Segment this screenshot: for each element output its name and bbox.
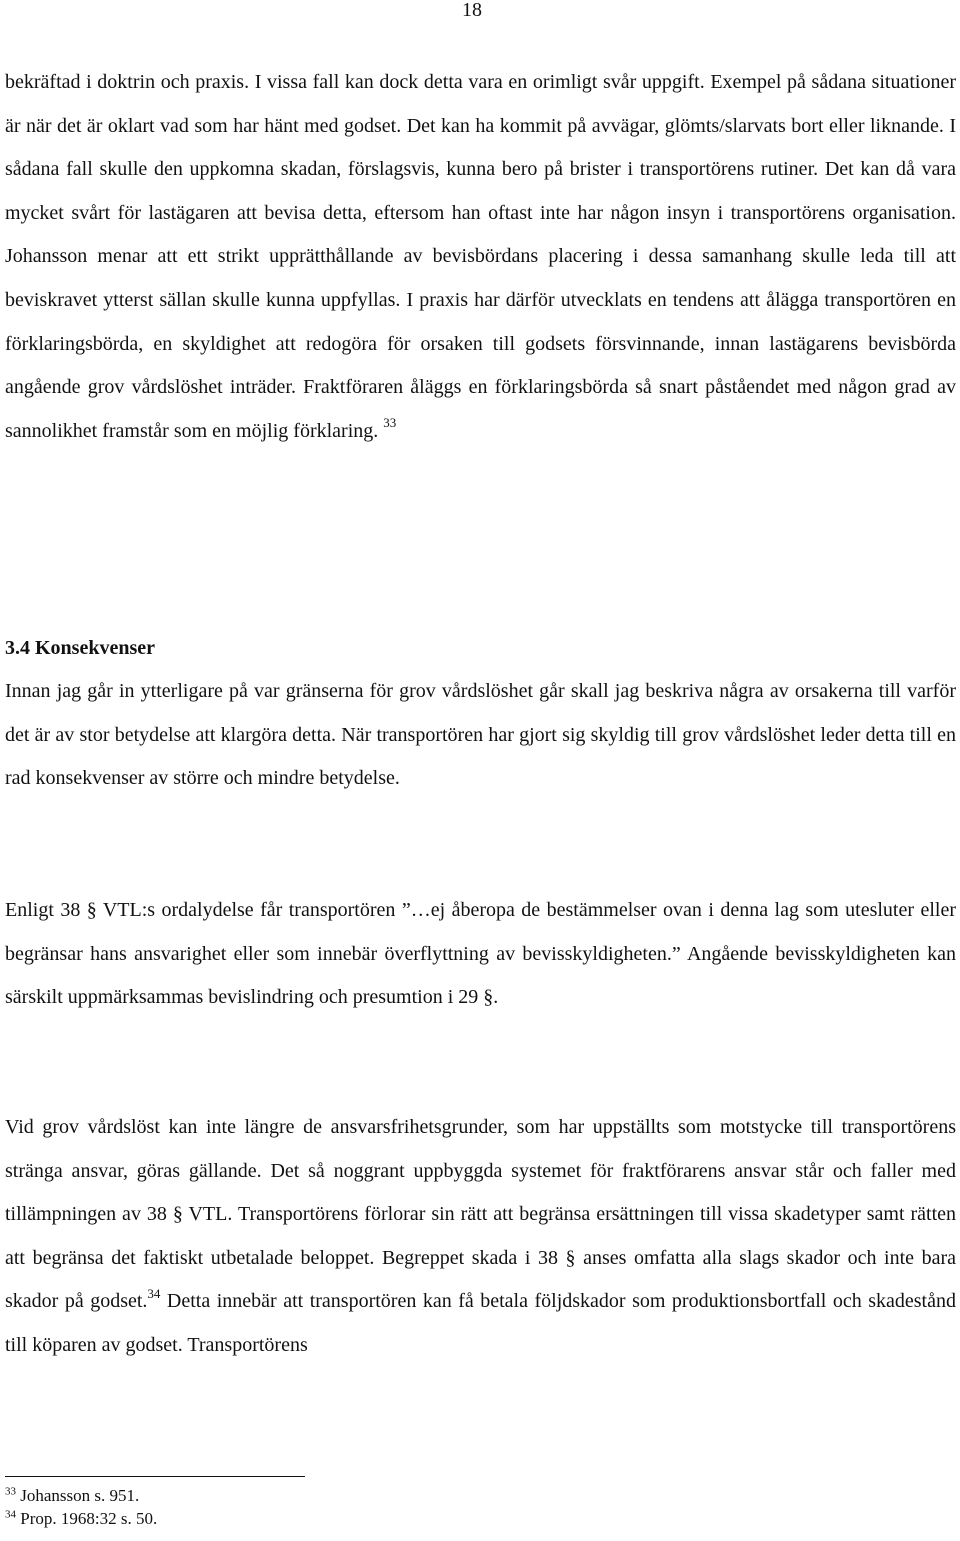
- footnote-ref-33: 33: [383, 415, 397, 431]
- footnote-text: Prop. 1968:32 s. 50.: [20, 1509, 158, 1528]
- body-paragraph-1: [5, 61, 956, 453]
- paragraph-4-text-before: Vid grov vårdslöst kan inte längre de ansvarsfrihetsgrunder, som har uppställts som motstycke till transportörens stränga ansvar, göras gällande. Det så noggrant uppbyggda systemet för fraktförarens ansvar står och faller med tillämpningen av 38 § VTL. Transportörens förlorar sin rätt att begränsa ersättningen till vissa skadetyper samt rätten att begränsa det faktiskt utbetalade beloppet. Begreppet skada i 38 § anses omfatta alla slags skador och inte bara skador på godset.: [5, 1116, 956, 1313]
- footnote-33: [5, 1484, 157, 1507]
- paragraph-4-text-after: Detta innebär att transportören kan få betala följdskador som produktionsbortfall och skadestånd till köparen av godset. Transportörens: [5, 1290, 956, 1356]
- paragraph-1-text: bekräftad i doktrin och praxis. I vissa fall kan dock detta vara en orimligt svår uppgift. Exempel på sådana situationer är när det är oklart vad som har hänt med godset. Det kan ha kommit på avvägar, glömts/slarvats bort eller liknande. I sådana fall skulle den uppkomna skadan, förslagsvis, kunna bero på brister i transportörens rutiner. Det kan då vara mycket svårt för lastägaren att bevisa detta, eftersom han oftast inte har någon insyn i transportörens organisation. Johansson menar att ett strikt upprätthållande av bevisbördans placering i dessa samanhang skulle leda till att beviskravet ytterst sällan skulle kunna uppfyllas. I praxis har därför utvecklats en tendens att ålägga transportören en förklaringsbörda, en skyldighet att redogöra för orsaken till godsets försvinnande, innan lastägarens bevisbörda angående grov vårdslöshet inträder. Fraktföraren åläggs en förklaringsbörda så snart påståendet med någon grad av sannolikhet framstår som en möjlig förklaring.: [5, 71, 956, 442]
- footnotes: [5, 1484, 157, 1530]
- body-paragraph-2: [5, 670, 956, 801]
- section-heading: 3.4 Konsekvenser: [5, 637, 155, 659]
- body-paragraph-4: [5, 1106, 956, 1368]
- paragraph-2-text: Innan jag går in ytterligare på var gränserna för grov vårdslöshet går skall jag beskriva några av orsakerna till varför det är av stor betydelse att klargöra detta. När transportören har gjort sig skyldig till grov vårdslöshet leder detta till en rad konsekvenser av större och mindre betydelse.: [5, 680, 956, 790]
- footnote-ref-34: 34: [147, 1285, 161, 1301]
- footnote-separator: [5, 1476, 305, 1477]
- page-number: 18: [462, 0, 482, 21]
- paragraph-3-text: Enligt 38 § VTL:s ordalydelse får transportören ”…ej åberopa de bestämmelser ovan i denna lag som utesluter eller begränsar hans ansvarighet eller som innebär överflyttning av bevisskyldigheten.” Angående bevisskyldigheten kan särskilt uppmärksammas bevislindring och presumtion i 29 §.: [5, 899, 956, 1009]
- footnote-number: 34: [5, 1508, 16, 1521]
- footnote-34: [5, 1507, 157, 1530]
- body-paragraph-3: [5, 889, 956, 1020]
- footnote-number: 33: [5, 1485, 16, 1498]
- footnote-text: Johansson s. 951.: [20, 1486, 140, 1505]
